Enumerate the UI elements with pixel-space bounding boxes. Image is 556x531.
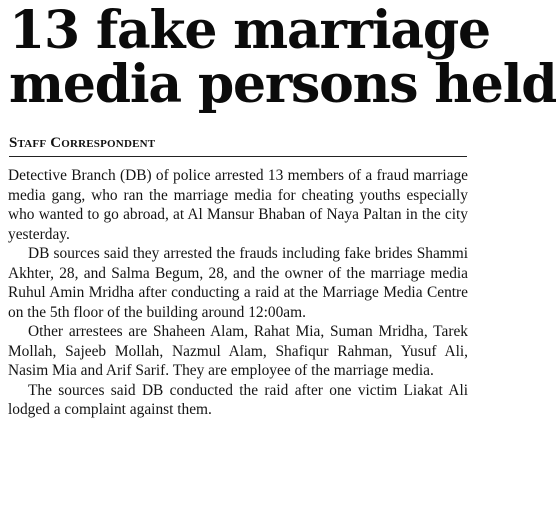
paragraph-4: The sources said DB conducted the raid after one victim Liakat Ali lodged a complaint against them.	[8, 381, 468, 418]
paragraph-2: DB sources said they arrested the frauds including fake brides Shammi Akhter, 28, and Salma Begum, 28, and the owner of the marriage media Ruhul Amin Mridha after conducting a raid at the Marriage Media Centre on the 5th floor of the building around 12:00am.	[8, 245, 468, 321]
paragraph-3: Other arrestees are Shaheen Alam, Rahat Mia, Suman Mridha, Tarek Mollah, Sajeeb Mollah, Nazmul Alam, Shafiqur Rahman, Yusuf Ali, Nasim Mia and Arif Sarif. They are employee of the marriage media.	[8, 323, 468, 379]
headline-line-2: media persons held	[9, 54, 556, 115]
headline-line-1: 13 fake marriage	[9, 0, 490, 61]
byline-divider	[9, 156, 467, 157]
headline	[9, 0, 556, 115]
byline: Staff Correspondent	[9, 135, 156, 151]
article-body	[8, 166, 468, 420]
paragraph-1: Detective Branch (DB) of police arrested 13 members of a fraud marriage media gang, who ran the marriage media for cheating youths especially who wanted to go abroad, at Al Mansur Bhaban of Naya Paltan in the city yesterday.	[8, 167, 468, 243]
